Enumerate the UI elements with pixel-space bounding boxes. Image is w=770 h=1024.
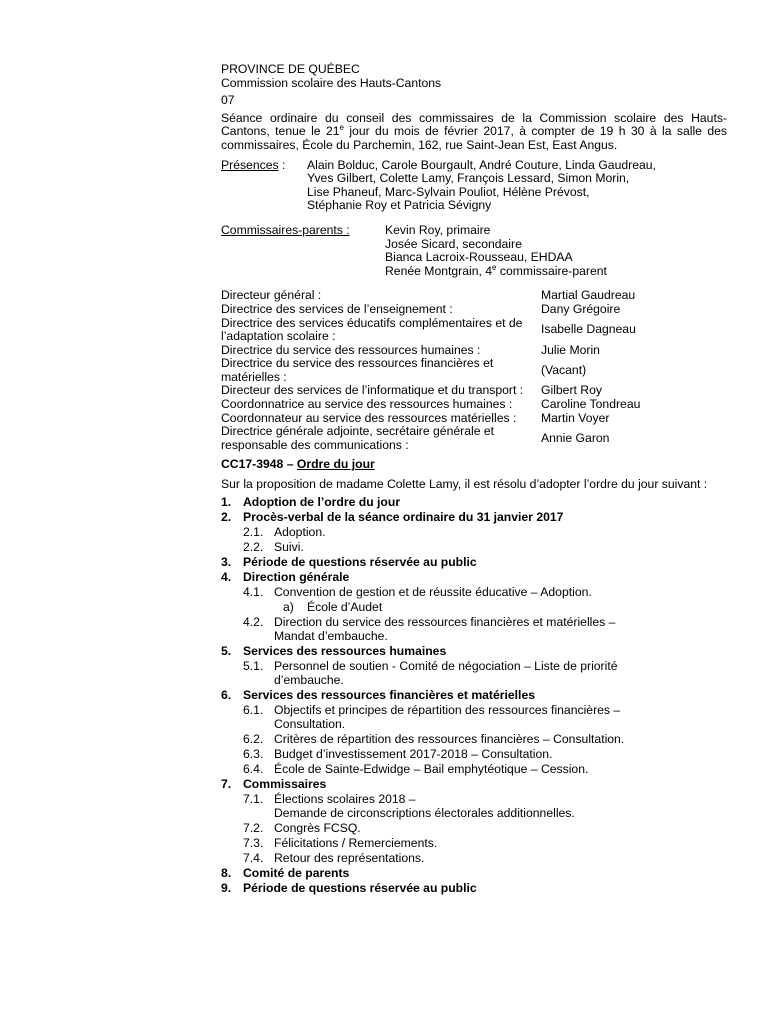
resolution-text: Sur la proposition de madame Colette Lamy, il est résolu d’adopter l’ordre du jour suivant : (221, 477, 708, 492)
staff-row (221, 412, 727, 426)
agenda-item: 1. Adoption de l’ordre du jour (221, 494, 401, 509)
agenda-subitem: 7.3. Félicitations / Remerciements. (243, 835, 438, 850)
agenda-subitem: 4.1. Convention de gestion et de réussite éducative – Adoption. (243, 585, 592, 600)
agenda-subitem: 7.1. Élections scolaires 2018 – Demande de circonscriptions électorales additionnelles. (243, 792, 575, 820)
staff-row (221, 398, 727, 412)
presences-line: Stéphanie Roy et Patricia Sévigny (307, 198, 492, 213)
agenda-subitem: 2.2. Suivi. (243, 539, 304, 554)
agenda-subitem: 6.3. Budget d’investissement 2017-2018 – Consultation. (243, 746, 553, 761)
agenda-subitem: 5.1. Personnel de soutien - Comité de négociation – Liste de priorité d’embauche. (243, 659, 618, 687)
staff-name: Annie Garon (541, 431, 610, 446)
agenda-subitem: 2.1. Adoption. (243, 524, 326, 539)
parent-line: Josée Sicard, secondaire (385, 236, 522, 251)
staff-role: Directrice des services éducatifs complémentaires et de l’adaptation scolaire : (221, 315, 523, 344)
staff-name: Dany Grégoire (541, 301, 621, 316)
staff-name: Julie Morin (541, 342, 600, 357)
agenda-item: 7. Commissaires (221, 776, 327, 791)
agenda-item: 9. Période de questions réservée au public (221, 881, 477, 896)
agenda-item: 2. Procès-verbal de la séance ordinaire du 31 janvier 2017 (221, 509, 564, 524)
intro-text-end: jour du mois de février 2017, à compter de 19 h 30 à la salle des commissaires, École du Parchemin, 162, rue Saint-Jean Est, East Angus. (221, 124, 727, 152)
staff-role: Coordonnatrice au service des ressources humaines : (221, 397, 513, 412)
staff-name: Martial Gaudreau (541, 288, 636, 303)
agenda-list (221, 496, 727, 896)
resolution-heading (221, 458, 727, 472)
staff-name: Gilbert Roy (541, 383, 602, 398)
staff-name: Caroline Tondreau (541, 397, 641, 412)
parent-line: Renée Montgrain, 4e commissaire-parent (385, 262, 607, 278)
agenda-subitem: 4.2. Direction du service des ressources financières et matérielles – Mandat d’embauche. (243, 615, 616, 643)
staff-role: Directrice du service des ressources financières et matérielles : (221, 356, 494, 384)
staff-name: Martin Voyer (541, 410, 610, 425)
commissaires-parents-label: Commissaires-parents : (221, 222, 350, 237)
presences-label: Présences : (221, 157, 286, 172)
staff-role: Directrice des services de l’enseignement : (221, 301, 453, 316)
staff-role: Directrice du service des ressources humaines : (221, 342, 481, 357)
agenda-subitem: 6.1. Objectifs et principes de répartition des ressources financières – Consultation. (243, 702, 621, 731)
staff-role: Coordonnateur au service des ressources matérielles : (221, 410, 517, 425)
commission-name: Commission scolaire des Hauts-Cantons (221, 75, 442, 90)
intro-paragraph (221, 112, 727, 153)
staff-role: Directeur général : (221, 288, 322, 303)
agenda-subitem: 6.4. École de Sainte-Edwidge – Bail emphytéotique – Cession. (243, 761, 589, 776)
staff-name: (Vacant) (541, 363, 587, 378)
presences-line: Yves Gilbert, Colette Lamy, François Lessard, Simon Morin, (307, 171, 630, 186)
commissaires-parents-block (221, 224, 727, 278)
agenda-item: 6. Services des ressources financières et matérielles (221, 687, 536, 702)
agenda-subsubitem: a) École d’Audet (283, 600, 383, 615)
staff-row (221, 357, 727, 384)
presences-line: Alain Bolduc, Carole Bourgault, André Couture, Linda Gaudreau, (307, 157, 656, 172)
presences-names (307, 159, 727, 213)
staff-list (221, 289, 727, 452)
staff-row (221, 344, 727, 358)
agenda-subitem: 6.2. Critères de répartition des ressources financières – Consultation. (243, 731, 625, 746)
minutes-content (221, 63, 727, 896)
agenda-item: 4. Direction générale (221, 570, 350, 585)
staff-role: Directrice générale adjointe, secrétaire générale et responsable des communications : (221, 424, 495, 452)
province-heading: PROVINCE DE QUÉBEC (221, 62, 360, 76)
resolution-title: Ordre du jour (296, 457, 375, 472)
intro-text-start: Séance ordinaire du conseil des commissaires de la Commission scolaire des Hauts-Cantons, tenue le 21 (221, 110, 727, 139)
agenda-subitem: 7.4. Retour des représentations. (243, 850, 425, 865)
staff-role: Directeur des services de l’informatique et du transport : (221, 383, 524, 398)
agenda-item: 5. Services des ressources humaines (221, 644, 447, 659)
resolution-code: CC17-3948 – (221, 457, 297, 472)
presences-line: Lise Phaneuf, Marc-Sylvain Pouliot, Hélène Prévost, (307, 184, 590, 199)
staff-row (221, 289, 727, 303)
parent-line: Bianca Lacroix-Rousseau, EHDAA (385, 250, 573, 265)
intro-superscript: e (339, 123, 344, 133)
staff-name: Isabelle Dagneau (541, 322, 636, 337)
parent-line: Kevin Roy, primaire (385, 222, 491, 237)
agenda-item: 8. Comité de parents (221, 865, 350, 880)
presences-block (221, 159, 727, 213)
commissaires-parents-names (385, 224, 727, 278)
staff-row (221, 317, 727, 344)
agenda-subitem: 7.2. Congrès FCSQ. (243, 820, 361, 835)
agenda-item: 3. Période de questions réservée au public (221, 555, 477, 569)
staff-row (221, 384, 727, 398)
page-number: 07 (221, 93, 235, 108)
staff-row (221, 425, 727, 452)
staff-row (221, 303, 727, 317)
